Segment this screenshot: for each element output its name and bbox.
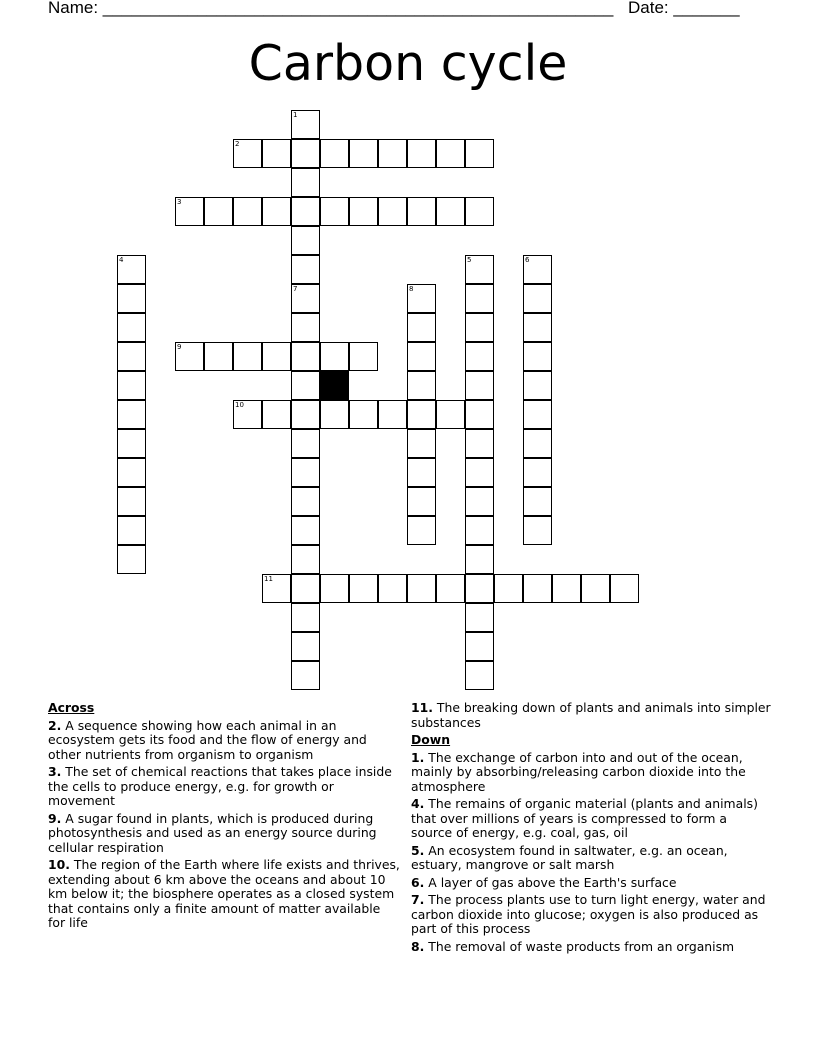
crossword-cell[interactable]: [262, 197, 291, 226]
crossword-cell[interactable]: [465, 255, 494, 284]
clue-number: 10.: [48, 857, 70, 872]
crossword-cell[interactable]: [291, 313, 320, 342]
crossword-cell[interactable]: [378, 139, 407, 168]
clue-number-label: 3: [177, 198, 182, 206]
crossword-cell[interactable]: [581, 574, 610, 603]
crossword-cell[interactable]: [175, 342, 204, 371]
crossword-cell[interactable]: [465, 545, 494, 574]
crossword-cell[interactable]: [291, 458, 320, 487]
crossword-cell[interactable]: [233, 197, 262, 226]
clue-number: 3.: [48, 764, 62, 779]
crossword-cell[interactable]: [523, 284, 552, 313]
crossword-cell[interactable]: [523, 574, 552, 603]
crossword-cell[interactable]: [465, 284, 494, 313]
crossword-cell[interactable]: [349, 197, 378, 226]
crossword-cell[interactable]: [436, 574, 465, 603]
crossword-cell[interactable]: [465, 429, 494, 458]
clue-number-label: 6: [525, 256, 530, 264]
clue-number: 7.: [411, 892, 425, 907]
crossword-cell[interactable]: [378, 574, 407, 603]
crossword-cell[interactable]: [523, 458, 552, 487]
crossword-cell[interactable]: [204, 197, 233, 226]
crossword-cell[interactable]: [407, 429, 436, 458]
down-clue-6: [411, 876, 771, 891]
clue-number-label: 9: [177, 343, 182, 351]
crossword-cell[interactable]: [523, 400, 552, 429]
crossword-cell[interactable]: [233, 400, 262, 429]
clue-text: The removal of waste products from an organism: [428, 938, 735, 954]
crossword-cell[interactable]: [523, 342, 552, 371]
crossword-cell[interactable]: [291, 110, 320, 139]
crossword-cell[interactable]: [117, 429, 146, 458]
crossword-cell[interactable]: [320, 400, 349, 429]
crossword-cell[interactable]: [291, 139, 320, 168]
crossword-cell[interactable]: [349, 400, 378, 429]
crossword-cell[interactable]: [291, 400, 320, 429]
clue-text: An ecosystem found in saltwater, e.g. an ocean, estuary, mangrove or salt marsh: [411, 842, 728, 872]
crossword-cell[interactable]: [494, 574, 523, 603]
crossword-cell[interactable]: [117, 284, 146, 313]
crossword-cell[interactable]: [407, 458, 436, 487]
crossword-cell[interactable]: [291, 168, 320, 197]
crossword-cell[interactable]: [465, 516, 494, 545]
crossword-cell[interactable]: [407, 342, 436, 371]
crossword-cell[interactable]: [291, 342, 320, 371]
crossword-cell[interactable]: [291, 226, 320, 255]
crossword-cell[interactable]: [291, 545, 320, 574]
across-heading: Across: [48, 700, 95, 715]
crossword-cell[interactable]: [523, 429, 552, 458]
clue-text: A layer of gas above the Earth's surface: [428, 874, 677, 890]
across-clue-11: [411, 701, 771, 730]
crossword-cell[interactable]: [320, 139, 349, 168]
crossword-cell[interactable]: [465, 632, 494, 661]
crossword-cell[interactable]: [204, 342, 233, 371]
crossword-cell[interactable]: [378, 400, 407, 429]
clue-number: 4.: [411, 796, 425, 811]
crossword-cell[interactable]: [407, 313, 436, 342]
crossword-cell[interactable]: [465, 487, 494, 516]
crossword-cell[interactable]: [291, 284, 320, 313]
puzzle-title: Carbon cycle: [248, 35, 568, 92]
clue-number-label: 4: [119, 256, 124, 264]
crossword-cell[interactable]: [465, 197, 494, 226]
crossword-cell[interactable]: [407, 284, 436, 313]
clue-number: 6.: [411, 874, 425, 890]
clue-number: 5.: [411, 842, 425, 858]
crossword-cell[interactable]: [291, 661, 320, 690]
clue-number-label: 7: [293, 285, 298, 293]
crossword-cell[interactable]: [117, 516, 146, 545]
crossword-cell[interactable]: [291, 603, 320, 632]
crossword-cell[interactable]: [117, 545, 146, 574]
clue-number-label: 11: [264, 575, 273, 583]
crossword-cell[interactable]: [465, 139, 494, 168]
crossword-cell[interactable]: [291, 516, 320, 545]
clue-text: A sequence showing how each animal in an ecosystem gets its food and the flow of energy and other nutrients from organism to organism: [48, 717, 367, 762]
crossword-cell[interactable]: [262, 342, 291, 371]
crossword-cell[interactable]: [407, 371, 436, 400]
crossword-cell[interactable]: [349, 342, 378, 371]
crossword-cell[interactable]: [407, 487, 436, 516]
down-clue-7: [411, 893, 771, 937]
crossword-cell[interactable]: [117, 313, 146, 342]
across-clue-9: [48, 812, 400, 856]
down-heading: Down: [411, 732, 451, 747]
clue-text: The region of the Earth where life exists and thrives, extending about 6 km above the oceans and about 10 km below it; the biosphere operates as a closed system that contains only a finite amount of matter available for life: [48, 857, 400, 930]
down-clue-5: [411, 844, 771, 873]
crossword-cell[interactable]: [117, 487, 146, 516]
crossword-cell[interactable]: [233, 342, 262, 371]
across-clue-2: [48, 719, 400, 763]
clue-number: 2.: [48, 717, 62, 733]
clue-number-label: 8: [409, 285, 414, 293]
crossword-cell[interactable]: [117, 458, 146, 487]
clue-text: The set of chemical reactions that takes place inside the cells to produce energy, e.g. for growth or movement: [48, 764, 392, 808]
clue-number: 11.: [411, 700, 433, 715]
clue-text: The breaking down of plants and animals into simpler substances: [411, 700, 771, 730]
crossword-cell[interactable]: [523, 516, 552, 545]
crossword-cell[interactable]: [465, 400, 494, 429]
clue-number: 9.: [48, 810, 62, 826]
crossword-cell[interactable]: [407, 574, 436, 603]
crossword-cell[interactable]: [233, 139, 262, 168]
crossword-cell[interactable]: [436, 400, 465, 429]
crossword-cell[interactable]: [523, 313, 552, 342]
crossword-cell[interactable]: [465, 574, 494, 603]
crossword-cell[interactable]: [465, 458, 494, 487]
crossword-cell[interactable]: [291, 429, 320, 458]
crossword-cell[interactable]: [465, 603, 494, 632]
crossword-cell[interactable]: [407, 400, 436, 429]
clue-text: The exchange of carbon into and out of the ocean, mainly by absorbing/releasing carbon dioxide into the atmosphere: [411, 749, 746, 794]
crossword-cell[interactable]: [291, 487, 320, 516]
crossword-cell[interactable]: [117, 342, 146, 371]
clues-column-right: [411, 701, 771, 957]
crossword-cell[interactable]: [291, 632, 320, 661]
crossword-cell[interactable]: [407, 139, 436, 168]
crossword-cell[interactable]: [378, 197, 407, 226]
crossword-cell[interactable]: [465, 661, 494, 690]
date-field[interactable]: Date: _______: [628, 0, 740, 17]
crossword-cell[interactable]: [523, 487, 552, 516]
crossword-cell[interactable]: [523, 255, 552, 284]
crossword-cell[interactable]: [262, 139, 291, 168]
crossword-cell[interactable]: [436, 139, 465, 168]
crossword-cell[interactable]: [465, 313, 494, 342]
down-clue-1: [411, 751, 771, 795]
clue-number-label: 1: [293, 111, 298, 119]
crossword-cell[interactable]: [320, 574, 349, 603]
crossword-cell[interactable]: [349, 574, 378, 603]
clue-number: 1.: [411, 749, 425, 765]
down-clue-8: [411, 940, 771, 955]
crossword-cell[interactable]: [465, 342, 494, 371]
clue-number-label: 2: [235, 140, 240, 148]
clue-number: 8.: [411, 938, 425, 954]
clues-column-left: [48, 701, 400, 934]
crossword-cell[interactable]: [523, 371, 552, 400]
clue-number-label: 10: [235, 401, 244, 409]
crossword-cell[interactable]: [320, 197, 349, 226]
crossword-cell[interactable]: [117, 255, 146, 284]
crossword-cell[interactable]: [262, 574, 291, 603]
clue-number-label: 5: [467, 256, 472, 264]
crossword-cell[interactable]: [320, 342, 349, 371]
crossword-cell[interactable]: [291, 574, 320, 603]
clue-text: The process plants use to turn light energy, water and carbon dioxide into glucose; oxygen is also produced as part of this process: [411, 892, 766, 936]
black-square: [320, 371, 349, 400]
crossword-cell[interactable]: [175, 197, 204, 226]
clue-text: A sugar found in plants, which is produced during photosynthesis and used as an energy source during cellular respiration: [48, 810, 377, 855]
crossword-cell[interactable]: [291, 371, 320, 400]
crossword-cell[interactable]: [436, 197, 465, 226]
clue-text: The remains of organic material (plants and animals) that over millions of years is compressed to form a source of energy, e.g. coal, gas, oil: [411, 796, 758, 840]
across-clue-10: [48, 858, 400, 931]
crossword-cell[interactable]: [291, 197, 320, 226]
crossword-cell[interactable]: [262, 400, 291, 429]
across-clue-3: [48, 765, 400, 809]
crossword-cell[interactable]: [465, 371, 494, 400]
crossword-cell[interactable]: [291, 255, 320, 284]
crossword-cell[interactable]: [552, 574, 581, 603]
crossword-cell[interactable]: [407, 197, 436, 226]
name-field[interactable]: Name: ______________________________________________________: [48, 0, 614, 17]
crossword-cell[interactable]: [407, 516, 436, 545]
crossword-cell[interactable]: [117, 371, 146, 400]
crossword-cell[interactable]: [349, 139, 378, 168]
crossword-cell[interactable]: [610, 574, 639, 603]
down-clue-4: [411, 797, 771, 841]
crossword-cell[interactable]: [117, 400, 146, 429]
